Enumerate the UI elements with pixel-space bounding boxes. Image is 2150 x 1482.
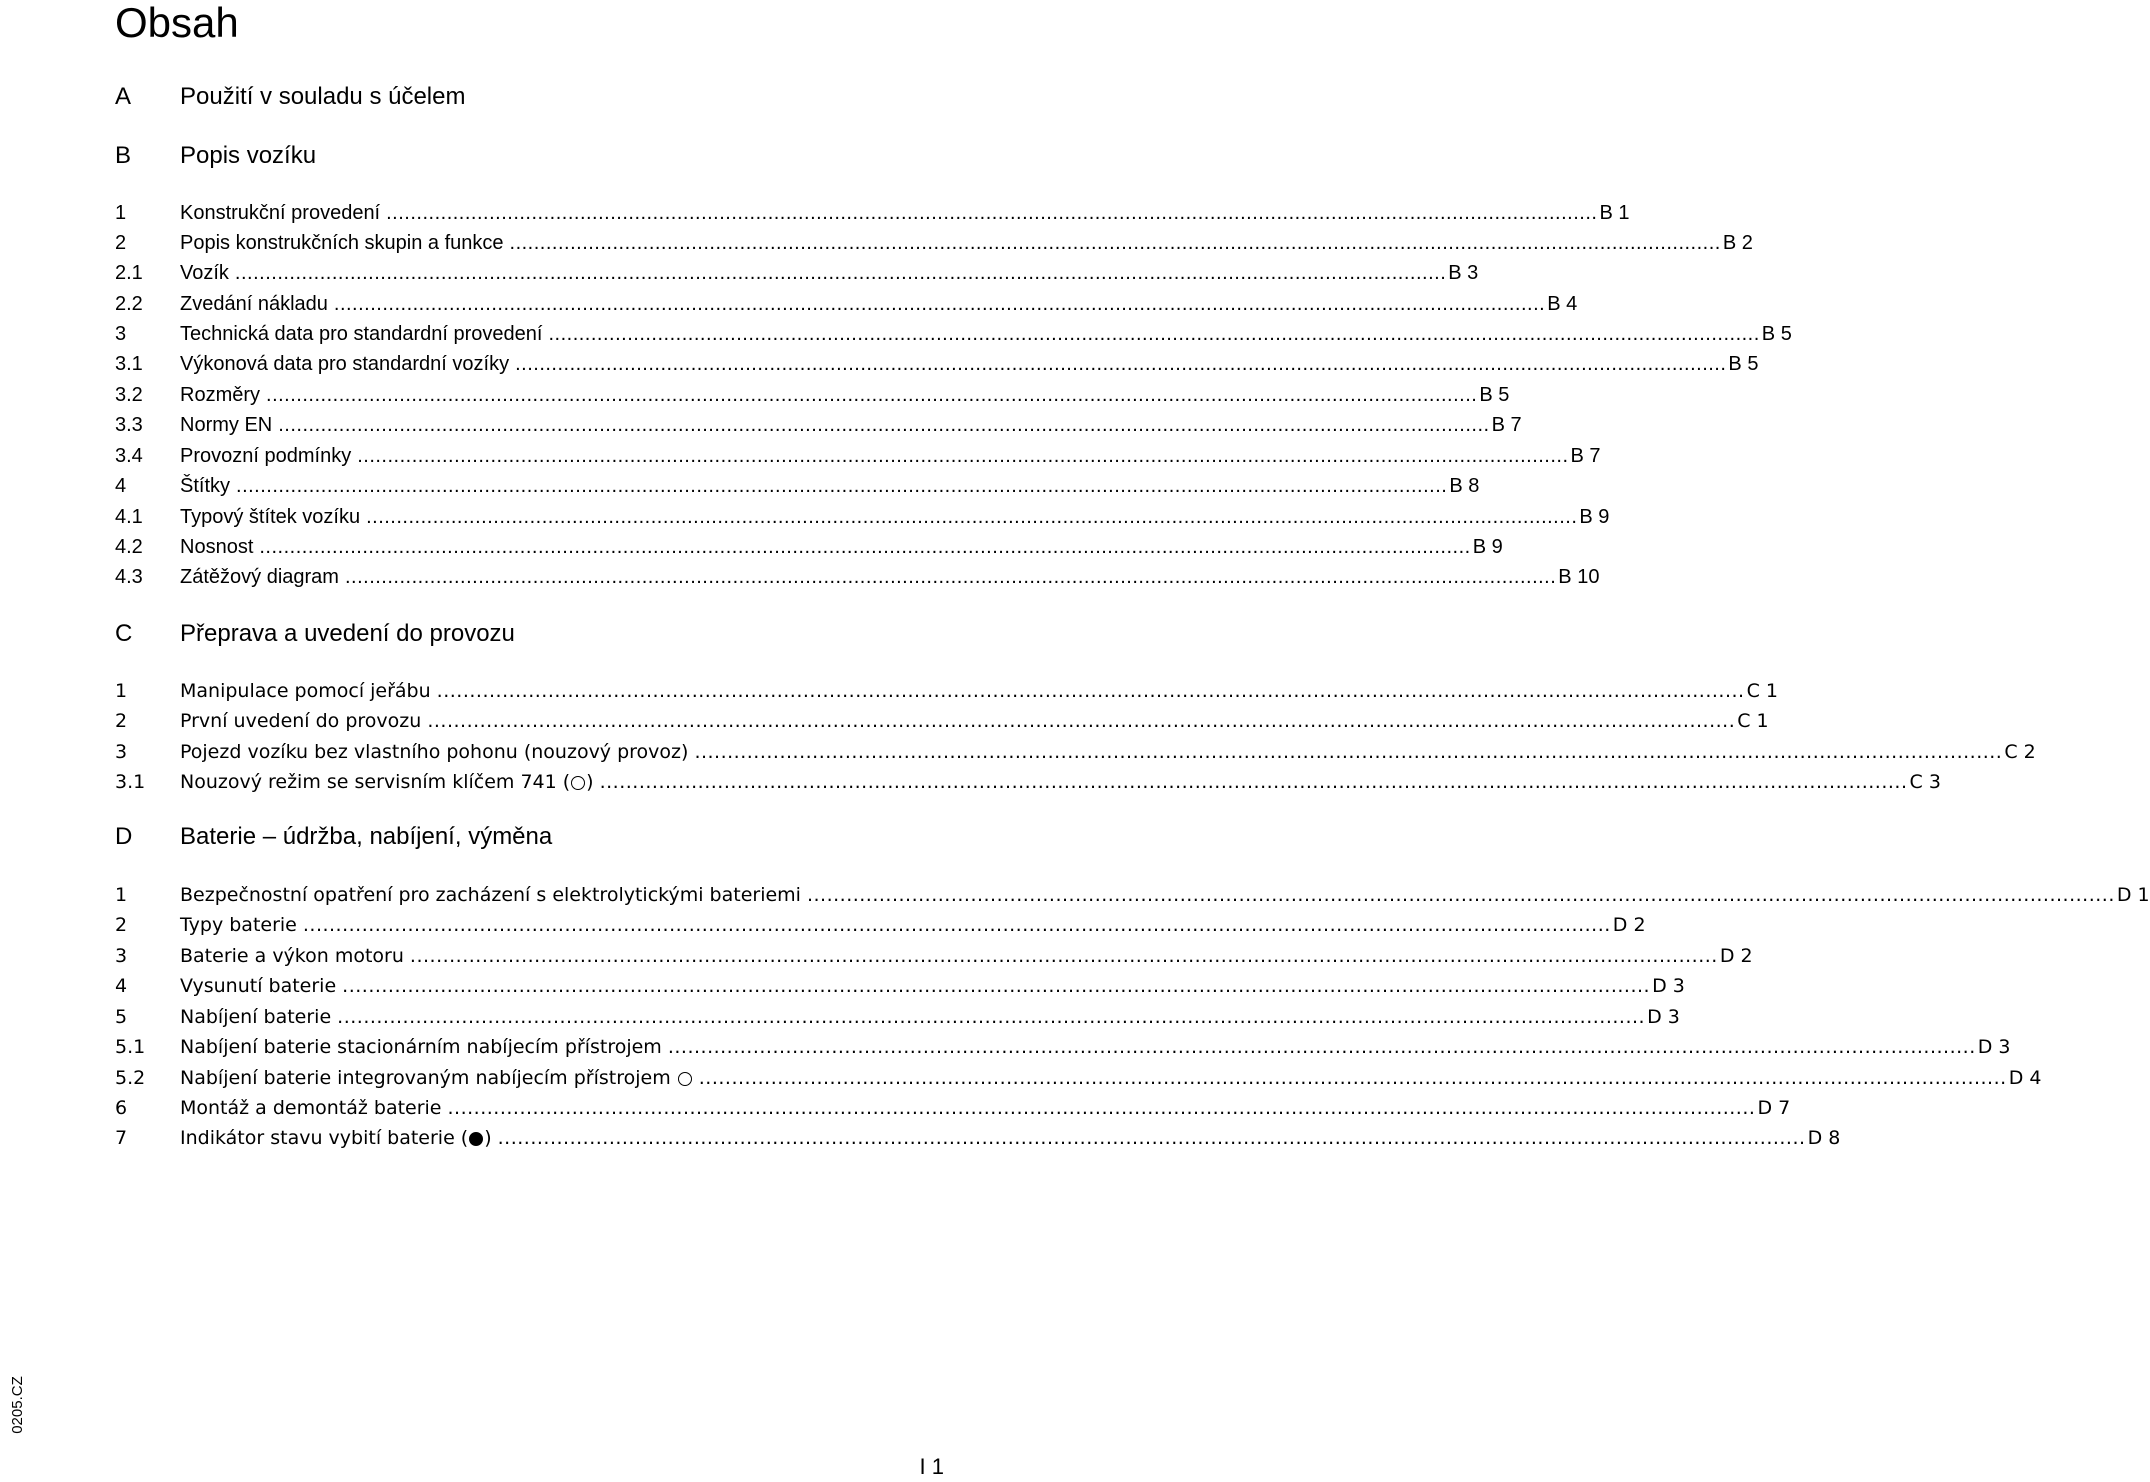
entry-number: 1 <box>115 884 128 906</box>
toc-entry[interactable] <box>115 319 1792 349</box>
entry-title: Pojezd vozíku bez vlastního pohonu (nouzový provoz) <box>180 741 689 763</box>
entry-title: Konstrukční provedení <box>180 202 381 224</box>
entry-title-end: ) <box>484 1127 492 1149</box>
entry-title: Štítky <box>180 475 231 497</box>
entry-page: D 3 <box>1977 1036 2011 1058</box>
entry-title: Typy baterie <box>180 914 297 936</box>
hollow-circle-icon <box>678 1072 692 1086</box>
leader-dots: ........................................................................................................................................................................................................ <box>266 384 1478 406</box>
entry-number: 4 <box>115 475 127 497</box>
leader-dots: ........................................................................................................................................................................................................ <box>427 710 1736 732</box>
leader-dots: ........................................................................................................................................................................................................ <box>447 1097 1756 1119</box>
toc-entry[interactable] <box>115 1032 2011 1062</box>
leader-dots: ........................................................................................................................................................................................................ <box>548 323 1760 345</box>
entry-number: 4.2 <box>115 536 143 558</box>
leader-dots: ........................................................................................................................................................................................................ <box>366 506 1578 528</box>
toc-entry[interactable] <box>115 1123 1841 1153</box>
entry-title: Vysunutí baterie <box>180 975 337 997</box>
page-title: Obsah <box>115 0 239 46</box>
toc-entry[interactable] <box>115 941 1753 971</box>
entry-title: Indikátor stavu vybití baterie ( <box>180 1127 469 1149</box>
leader-dots: ........................................................................................................................................................................................................ <box>236 475 1448 497</box>
entry-number: 3 <box>115 945 128 967</box>
section-title: Přeprava a uvedení do provozu <box>180 620 515 647</box>
toc-entry[interactable] <box>115 562 1600 592</box>
toc-entry[interactable] <box>115 910 1646 940</box>
leader-dots: ........................................................................................................................................................................................................ <box>806 884 2115 906</box>
toc-entry[interactable] <box>115 706 1769 736</box>
entry-page: C 1 <box>1737 710 1769 732</box>
entry-title: První uvedení do provozu <box>180 710 422 732</box>
entry-page: D 1 <box>2116 884 2150 906</box>
section-d-heading <box>115 821 915 853</box>
entry-title: Rozměry <box>180 384 261 406</box>
entry-page: B 1 <box>1599 202 1630 224</box>
entry-page: B 10 <box>1558 566 1600 588</box>
entry-page: B 3 <box>1448 262 1479 284</box>
entry-page: B 9 <box>1579 506 1610 528</box>
section-title: Popis vozíku <box>180 142 317 169</box>
section-c-heading <box>115 618 915 650</box>
leader-dots: ........................................................................................................................................................................................................ <box>409 945 1718 967</box>
entry-number: 3.2 <box>115 384 143 406</box>
entry-number: 2.1 <box>115 262 143 284</box>
toc-entry[interactable] <box>115 502 1610 532</box>
entry-page: D 3 <box>1652 975 1685 997</box>
entry-number: 3.3 <box>115 414 143 436</box>
entry-page: D 8 <box>1807 1127 1841 1149</box>
entry-title: Typový štítek vozíku <box>180 506 361 528</box>
section-title: Použití v souladu s účelem <box>180 83 466 110</box>
section-letter: B <box>115 142 132 169</box>
toc-entry[interactable] <box>115 767 1941 797</box>
entry-page: B 2 <box>1722 232 1753 254</box>
entry-page: D 2 <box>1719 945 1753 967</box>
entry-title: Zvedání nákladu <box>180 293 328 315</box>
toc-entry[interactable] <box>115 676 1778 706</box>
entry-number: 2.2 <box>115 293 143 315</box>
entry-number: 5.2 <box>115 1067 146 1089</box>
entry-page: B 7 <box>1491 414 1522 436</box>
leader-dots: ........................................................................................................................................................................................................ <box>599 771 1908 793</box>
entry-title: Nabíjení baterie integrovaným nabíjecím přístrojem <box>180 1067 671 1089</box>
entry-title: Vozík <box>180 262 229 284</box>
leader-dots: ........................................................................................................................................................................................................ <box>234 262 1447 284</box>
entry-number: 3.4 <box>115 445 143 467</box>
entry-title: Popis konstrukčních skupin a funkce <box>180 232 504 254</box>
entry-page: B 9 <box>1472 536 1503 558</box>
entry-title: Nosnost <box>180 536 254 558</box>
entry-number: 5.1 <box>115 1036 146 1058</box>
entry-number: 3.1 <box>115 353 143 375</box>
entry-number: 6 <box>115 1097 128 1119</box>
toc-entry[interactable] <box>115 380 1510 410</box>
toc-entry[interactable] <box>115 880 2150 910</box>
entry-page: C 3 <box>1909 771 1941 793</box>
leader-dots: ........................................................................................................................................................................................................ <box>667 1036 1976 1058</box>
entry-page: B 5 <box>1728 353 1759 375</box>
leader-dots: ........................................................................................................................................................................................................ <box>259 536 1471 558</box>
entry-title: Normy EN <box>180 414 273 436</box>
toc-entry[interactable] <box>115 971 1685 1001</box>
section-title: Baterie – údržba, nabíjení, výměna <box>180 823 553 850</box>
section-letter: C <box>115 620 133 647</box>
hollow-circle-icon <box>571 776 585 790</box>
section-b-heading <box>115 140 915 172</box>
entry-page: B 5 <box>1479 384 1510 406</box>
entry-number: 4.1 <box>115 506 143 528</box>
entry-page: D 3 <box>1647 1006 1680 1028</box>
entry-number: 5 <box>115 1006 128 1028</box>
entry-number: 3 <box>115 323 127 345</box>
entry-title: Manipulace pomocí jeřábu <box>180 680 431 702</box>
entry-number: 7 <box>115 1127 128 1149</box>
entry-number: 4 <box>115 975 128 997</box>
entry-page: C 1 <box>1746 680 1778 702</box>
toc-entry[interactable] <box>115 1063 2042 1093</box>
entry-page: B 4 <box>1547 293 1578 315</box>
toc-entry[interactable] <box>115 289 1578 319</box>
section-letter: A <box>115 83 132 110</box>
entry-title: Bezpečnostní opatření pro zacházení s elektrolytickými bateriemi <box>180 884 801 906</box>
toc-entry[interactable] <box>115 410 1522 440</box>
leader-dots: ........................................................................................................................................................................................................ <box>436 680 1745 702</box>
entry-page: B 7 <box>1570 445 1601 467</box>
entry-title: Nabíjení baterie stacionárním nabíjecím přístrojem <box>180 1036 662 1058</box>
leader-dots: ........................................................................................................................................................................................................ <box>509 232 1721 254</box>
leader-dots: ........................................................................................................................................................................................................ <box>342 975 1651 997</box>
entry-title: Nouzový režim se servisním klíčem 741 ( <box>180 771 571 793</box>
entry-number: 1 <box>115 680 128 702</box>
leader-dots: ........................................................................................................................................................................................................ <box>357 445 1569 467</box>
entry-title: Výkonová data pro standardní vozíky <box>180 353 510 375</box>
leader-dots: ........................................................................................................................................................................................................ <box>386 202 1598 224</box>
page-number: I 1 <box>919 1454 944 1479</box>
leader-dots: ........................................................................................................................................................................................................ <box>694 741 2003 763</box>
leader-dots: ........................................................................................................................................................................................................ <box>337 1006 1646 1028</box>
entry-title: Montáž a demontáž baterie <box>180 1097 442 1119</box>
entry-title: Provozní podmínky <box>180 445 352 467</box>
toc-entry[interactable] <box>115 258 1479 288</box>
entry-number: 3.1 <box>115 771 146 793</box>
section-a-heading <box>115 81 915 113</box>
toc-entry[interactable] <box>115 198 1630 228</box>
toc-entry[interactable] <box>115 1093 1791 1123</box>
toc-entry[interactable] <box>115 349 1759 379</box>
entry-title: Technická data pro standardní provedení <box>180 323 543 345</box>
entry-title: Nabíjení baterie <box>180 1006 332 1028</box>
document-code: 0205.CZ <box>9 1376 26 1434</box>
entry-title-end: ) <box>586 771 594 793</box>
toc-entry[interactable] <box>115 228 1753 258</box>
leader-dots: ........................................................................................................................................................................................................ <box>344 566 1557 588</box>
entry-page: C 2 <box>2004 741 2036 763</box>
entry-page: B 5 <box>1761 323 1792 345</box>
toc-entry[interactable] <box>115 532 1503 562</box>
leader-dots: ........................................................................................................................................................................................................ <box>333 293 1546 315</box>
entry-number: 2 <box>115 232 127 254</box>
toc-entry[interactable] <box>115 471 1480 501</box>
leader-dots: ........................................................................................................................................................................................................ <box>698 1067 2007 1089</box>
entry-number: 4.3 <box>115 566 143 588</box>
section-letter: D <box>115 823 133 850</box>
entry-number: 2 <box>115 914 128 936</box>
entry-number: 1 <box>115 202 127 224</box>
entry-number: 3 <box>115 741 128 763</box>
leader-dots: ........................................................................................................................................................................................................ <box>515 353 1727 375</box>
toc-entry[interactable] <box>115 441 1601 471</box>
entry-page: D 2 <box>1612 914 1646 936</box>
entry-title: Zátěžový diagram <box>180 566 339 588</box>
filled-circle-icon <box>469 1132 483 1146</box>
entry-number: 2 <box>115 710 128 732</box>
leader-dots: ........................................................................................................................................................................................................ <box>497 1127 1806 1149</box>
leader-dots: ........................................................................................................................................................................................................ <box>302 914 1611 936</box>
leader-dots: ........................................................................................................................................................................................................ <box>278 414 1490 436</box>
entry-page: D 7 <box>1757 1097 1791 1119</box>
entry-title: Baterie a výkon motoru <box>180 945 404 967</box>
toc-entry[interactable] <box>115 737 2036 767</box>
toc-entry[interactable] <box>115 1002 1680 1032</box>
entry-page: B 8 <box>1449 475 1480 497</box>
entry-page: D 4 <box>2008 1067 2042 1089</box>
